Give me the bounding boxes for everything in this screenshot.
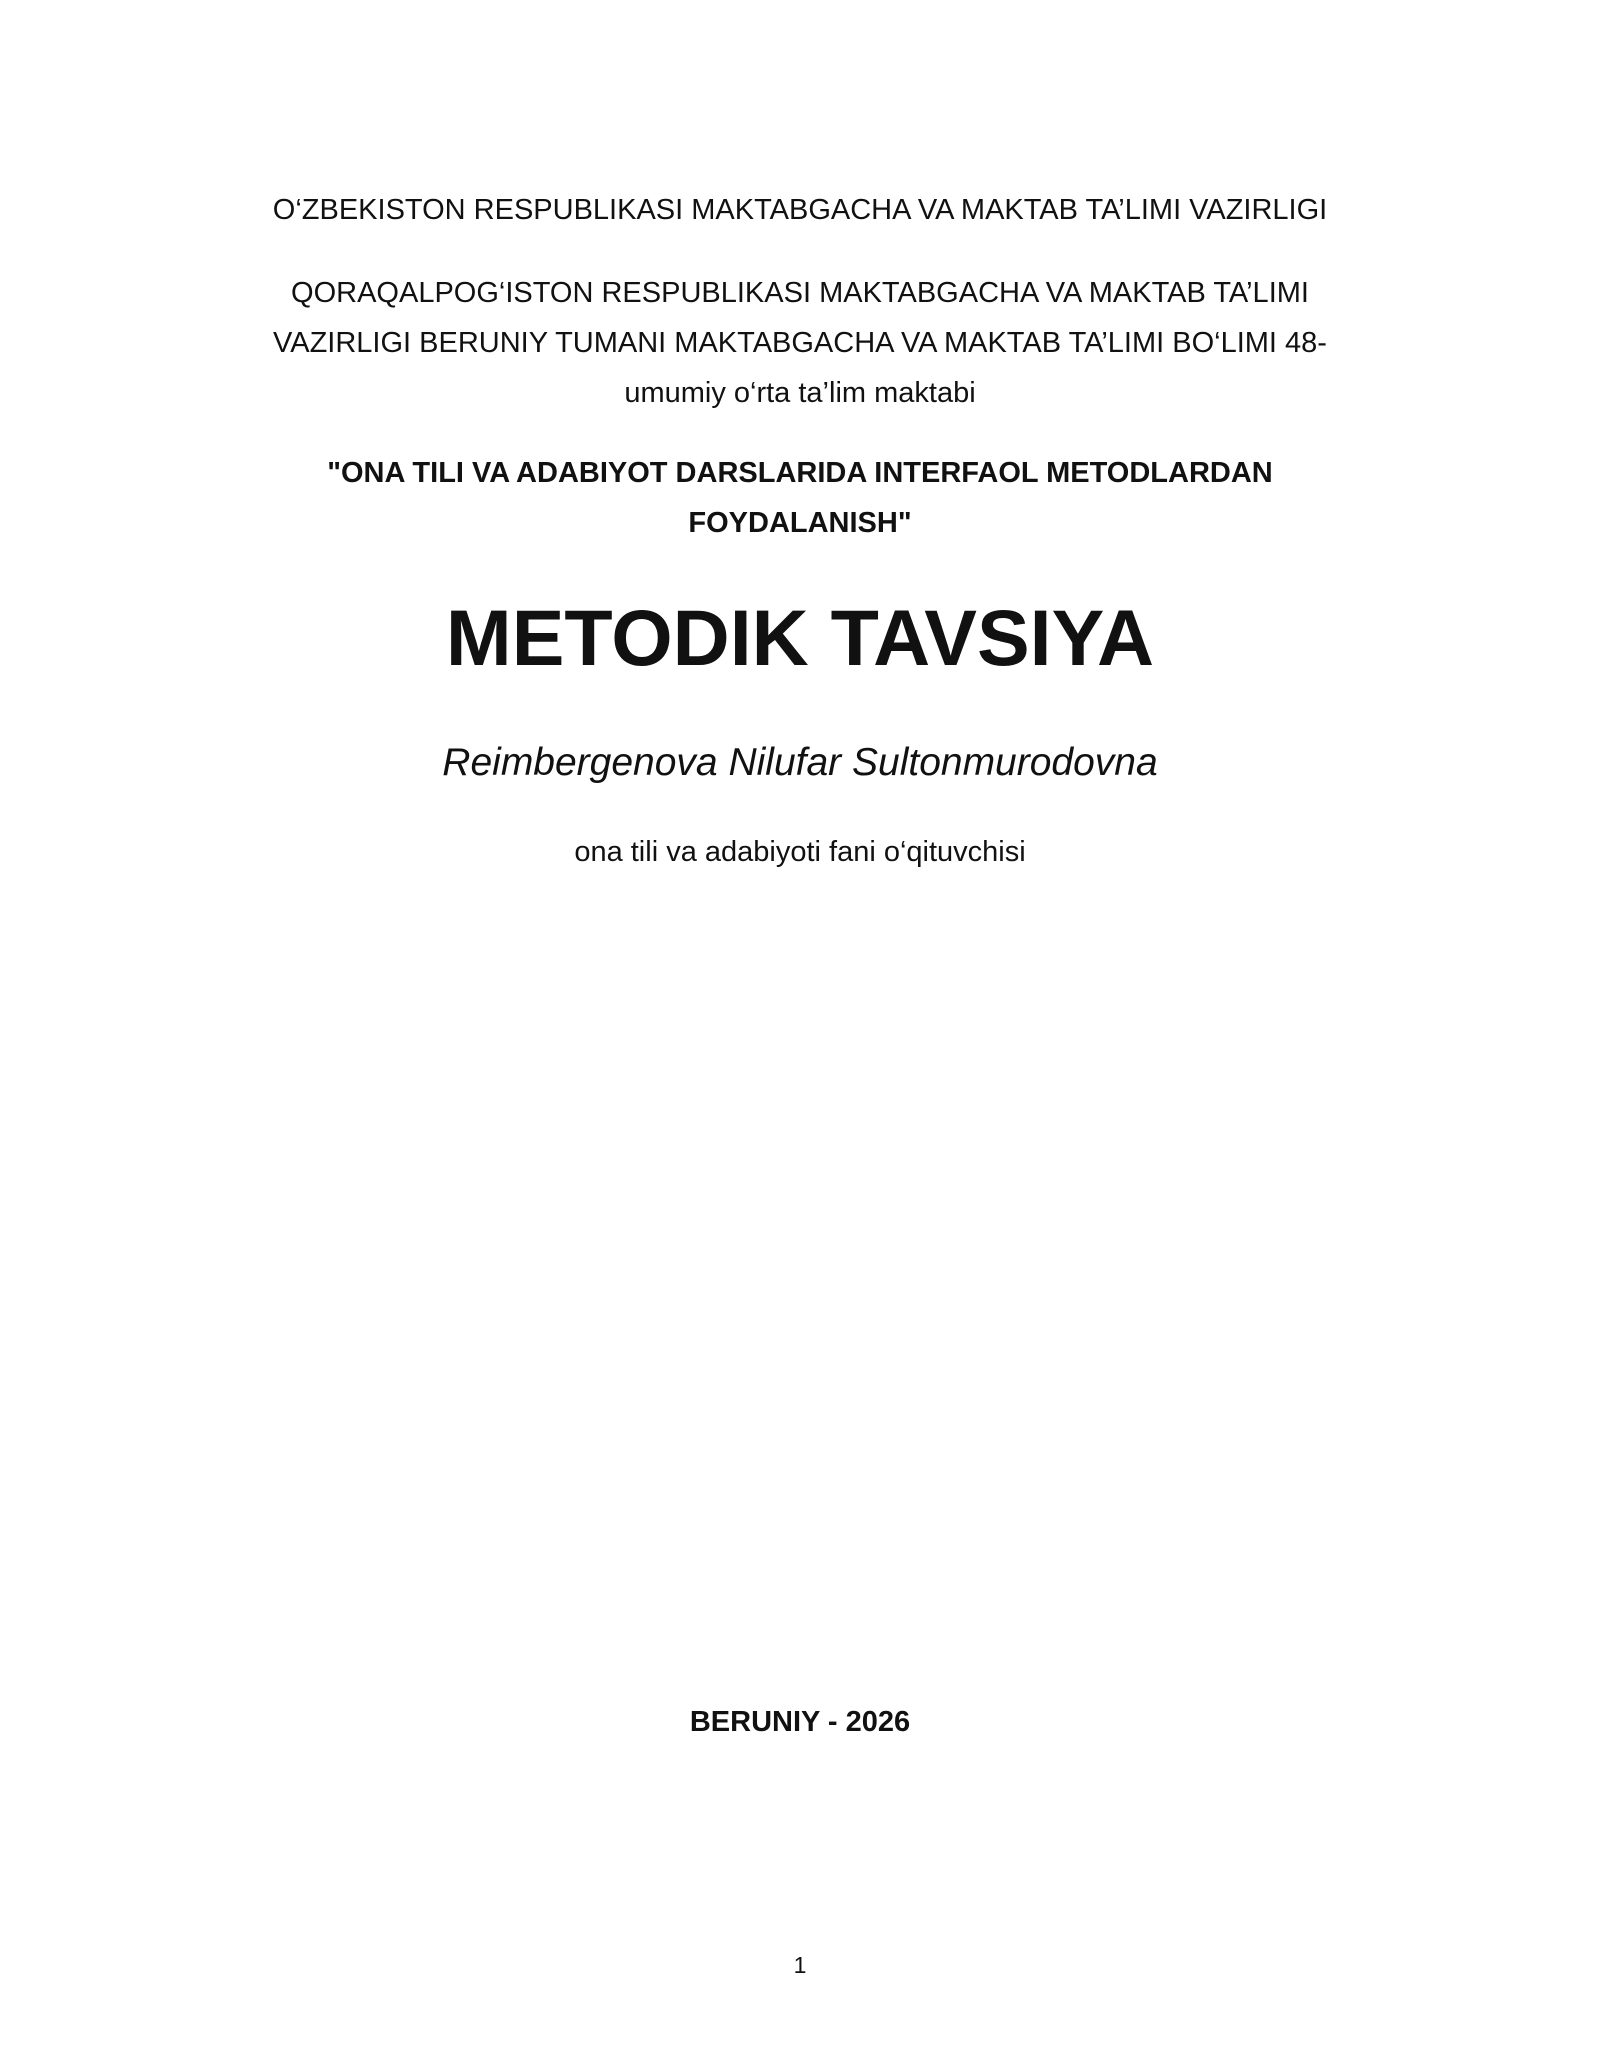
department-line: umumiy o‘rta ta’lim maktabi <box>624 377 976 409</box>
page-number: 1 <box>793 1952 807 1978</box>
topic-line: "ONA TILI VA ADABIYOT DARSLARIDA INTERFAOL METODLARDAN <box>327 457 1273 489</box>
place-and-year: BERUNIY - 2026 <box>689 1706 911 1738</box>
department-line: VAZIRLIGI BERUNIY TUMANI MAKTABGACHA VA MAKTAB TA’LIMI BO‘LIMI 48- <box>273 327 1327 359</box>
author-name: Reimbergenova Nilufar Sultonmurodovna <box>442 741 1158 784</box>
department-line: QORAQALPOG‘ISTON RESPUBLIKASI MAKTABGACHA VA MAKTAB TA’LIMI <box>291 277 1309 309</box>
topic-title <box>180 448 1420 548</box>
topic-line: FOYDALANISH" <box>688 507 912 539</box>
author-position: ona tili va adabiyoti fani o‘qituvchisi <box>574 836 1026 868</box>
document-type-title: METODIK TAVSIYA <box>445 593 1155 682</box>
ministry-heading: O‘ZBEKISTON RESPUBLIKASI MAKTABGACHA VA MAKTAB TA’LIMI VAZIRLIGI <box>272 194 1328 226</box>
department-heading <box>180 268 1420 418</box>
